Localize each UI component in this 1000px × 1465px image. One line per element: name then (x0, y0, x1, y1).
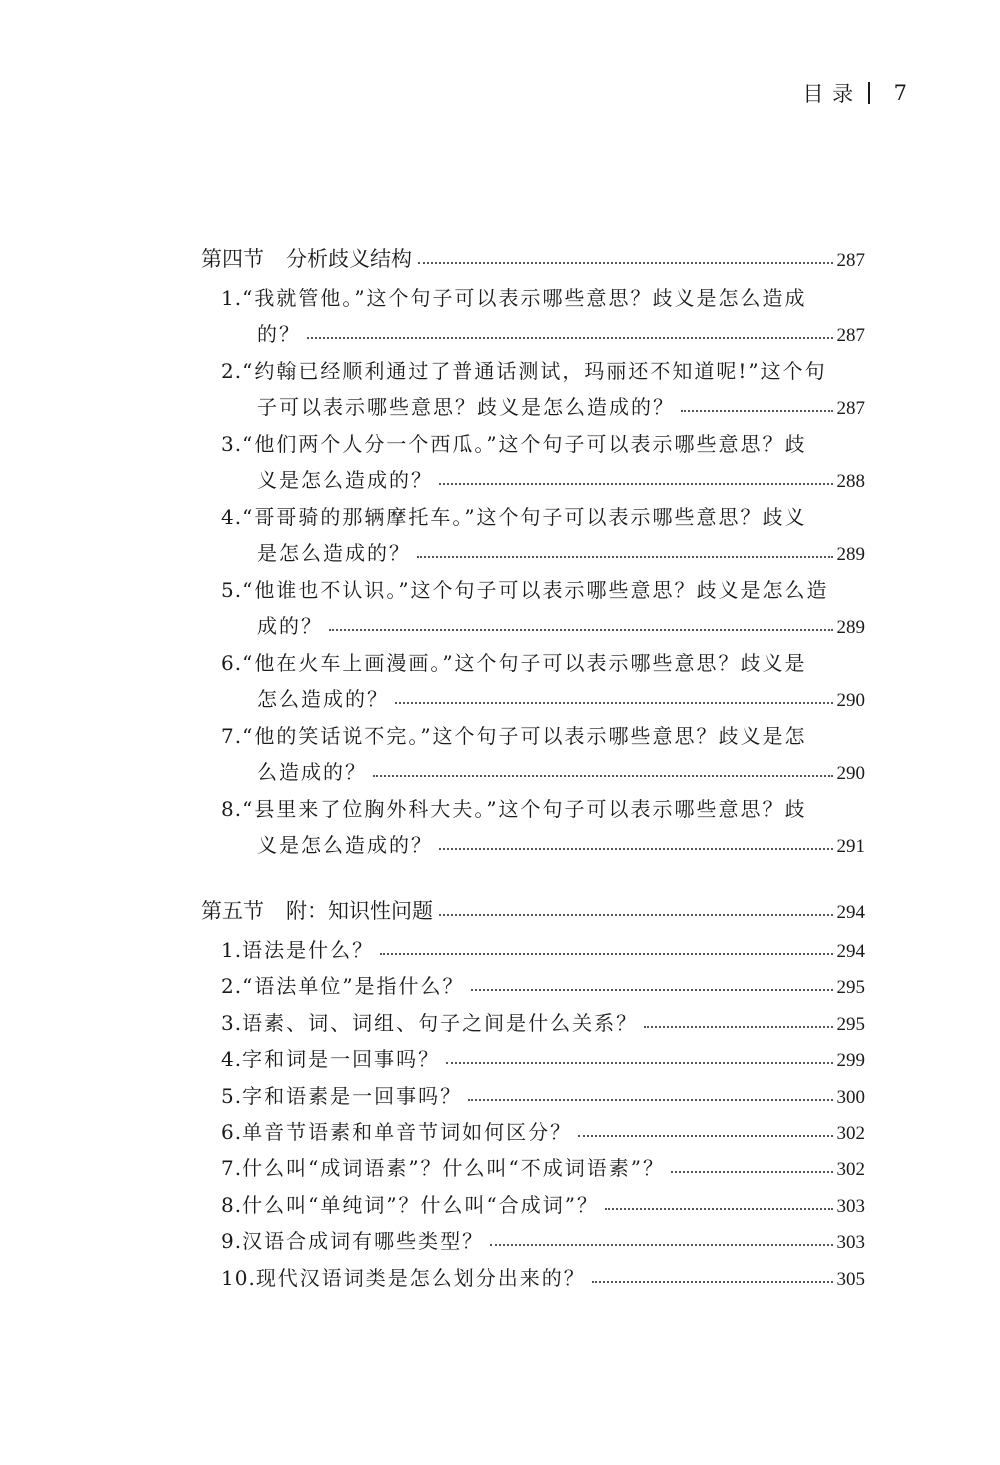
entry-line (201, 645, 865, 681)
toc-entry[interactable] (201, 1114, 865, 1150)
dot-leader (446, 1061, 832, 1064)
toc-entry[interactable] (201, 791, 865, 864)
header-title: 目 录 (802, 82, 855, 106)
toc-entry[interactable] (201, 1041, 865, 1077)
dot-leader (578, 1134, 832, 1137)
entry-page: 303 (836, 1195, 865, 1217)
entry-number: 8. (221, 797, 243, 821)
entry-text: “县里来了位胸外科大夫。”这个句子可以表示哪些意思？歧 (242, 797, 807, 821)
entry-text: “语法单位”是指什么？ (242, 974, 465, 999)
dot-leader (471, 988, 833, 991)
entry-text: 义是怎么造成的？ (257, 833, 433, 857)
header-divider (868, 82, 870, 104)
entry-text: 怎么造成的？ (257, 687, 389, 711)
entry-text: “他的笑话说不完。”这个句子可以表示哪些意思？歧义是怎 (242, 724, 807, 748)
entry-line-continued (201, 827, 865, 864)
toc-entry[interactable] (201, 1260, 865, 1296)
entry-line (201, 499, 865, 535)
dot-leader (418, 261, 833, 264)
entry-page: 290 (836, 763, 865, 784)
entry-page: 302 (836, 1159, 865, 1181)
entry-text: 现代汉语词类是怎么划分出来的？ (255, 1265, 586, 1290)
entry-line (201, 353, 865, 389)
toc-entry[interactable] (201, 1005, 865, 1041)
dot-leader (417, 555, 833, 558)
entry-page: 300 (836, 1086, 865, 1108)
entry-text: “约翰已经顺利通过了普通话测试，玛丽还不知道呢!”这个句 (242, 359, 827, 383)
entry-text: 字和语素是一回事吗？ (242, 1083, 463, 1108)
toc-entry[interactable] (201, 968, 865, 1004)
header-page-number: 7 (893, 81, 908, 105)
section-page: 287 (836, 250, 865, 271)
entry-text: 成的？ (257, 614, 323, 638)
entry-number: 4. (221, 1047, 243, 1072)
entry-page: 287 (836, 398, 865, 419)
entry-page: 290 (836, 690, 865, 711)
entry-text: 子可以表示哪些意思？歧义是怎么造成的？ (257, 395, 675, 419)
entry-line-continued (201, 462, 865, 499)
toc-entry[interactable] (201, 1078, 865, 1114)
entry-number: 3. (221, 432, 243, 456)
toc-entry[interactable] (201, 1223, 865, 1259)
entry-line (201, 280, 865, 316)
entry-page: 295 (836, 1013, 865, 1035)
entry-number: 10. (221, 1265, 256, 1290)
entry-text: 的？ (257, 322, 301, 346)
toc-entry[interactable] (201, 353, 865, 426)
toc-entry[interactable] (201, 572, 865, 645)
dot-leader (439, 913, 833, 916)
entry-number: 2. (221, 359, 243, 383)
section-label: 第四节 (201, 247, 264, 271)
dot-leader (439, 482, 833, 485)
toc-entry[interactable] (201, 718, 865, 791)
toc-entry[interactable] (201, 645, 865, 718)
entry-line-continued (201, 535, 865, 572)
entry-page: 289 (836, 617, 865, 638)
entry-page: 295 (836, 977, 865, 999)
dot-leader (307, 336, 833, 339)
entry-text: 汉语合成词有哪些类型？ (242, 1229, 485, 1254)
entry-number: 7. (221, 1156, 243, 1181)
section-title: 分析歧义结构 (286, 247, 412, 271)
dot-leader (644, 1025, 832, 1028)
entry-page: 289 (836, 544, 865, 565)
section-label: 第五节 (201, 899, 264, 923)
entry-number: 9. (221, 1229, 243, 1254)
entry-page: 291 (836, 836, 865, 857)
dot-leader (380, 952, 832, 955)
entry-number: 6. (221, 651, 243, 675)
entry-text: 语素、词、词组、句子之间是什么关系？ (242, 1010, 639, 1035)
dot-leader (439, 847, 833, 850)
running-header (802, 78, 908, 108)
entry-text: 什么叫“成词语素”？什么叫“不成词语素”？ (242, 1156, 665, 1181)
entry-line-continued (201, 608, 865, 645)
entry-number: 1. (221, 938, 243, 962)
entry-line (201, 572, 865, 608)
toc-entry[interactable] (201, 426, 865, 499)
entry-line (201, 718, 865, 754)
entry-number: 1. (221, 286, 243, 310)
toc-entry[interactable] (201, 1187, 865, 1223)
entry-page: 294 (836, 941, 865, 962)
entry-page: 299 (836, 1050, 865, 1072)
entry-number: 2. (221, 974, 243, 999)
entry-number: 5. (221, 578, 243, 602)
entry-text: 什么叫“单纯词”？什么叫“合成词”？ (242, 1192, 599, 1217)
entry-text: 单音节语素和单音节词如何区分？ (242, 1119, 573, 1144)
entry-page: 303 (836, 1232, 865, 1254)
entry-line-continued (201, 389, 865, 426)
dot-leader (671, 1170, 833, 1173)
dot-leader (490, 1243, 832, 1246)
toc-entry[interactable] (201, 932, 865, 968)
entry-text: 么造成的？ (257, 760, 367, 784)
section-title: 附：知识性问题 (286, 899, 433, 923)
entry-number: 6. (221, 1119, 243, 1144)
entry-number: 3. (221, 1010, 243, 1035)
dot-leader (605, 1207, 833, 1210)
section-5-items (201, 932, 865, 1296)
entry-line-continued (201, 681, 865, 718)
entry-line (201, 426, 865, 462)
entry-text: “他们两个人分一个西瓜。”这个句子可以表示哪些意思？歧 (242, 432, 807, 456)
table-of-contents (201, 238, 865, 1296)
entry-text: 字和词是一回事吗？ (242, 1047, 441, 1072)
entry-line-continued (201, 316, 865, 353)
section-page: 294 (836, 902, 865, 923)
dot-leader (592, 1280, 833, 1283)
dot-leader (681, 409, 833, 412)
entry-page: 288 (836, 471, 865, 492)
dot-leader (468, 1098, 832, 1101)
entry-line-continued (201, 754, 865, 791)
entry-text: 是怎么造成的？ (257, 541, 411, 565)
entry-number: 5. (221, 1083, 243, 1108)
entry-number: 8. (221, 1192, 243, 1217)
entry-page: 305 (836, 1268, 865, 1290)
entry-text: “我就管他。”这个句子可以表示哪些意思？歧义是怎么造成 (242, 286, 807, 310)
section-4-items (201, 280, 865, 864)
toc-section-4[interactable] (201, 238, 865, 280)
entry-number: 4. (221, 505, 243, 529)
dot-leader (373, 774, 833, 777)
toc-entry[interactable] (201, 499, 865, 572)
dot-leader (395, 701, 833, 704)
entry-text: 语法是什么？ (242, 938, 375, 962)
entry-line (201, 791, 865, 827)
entry-text: “他谁也不认识。”这个句子可以表示哪些意思？歧义是怎么造 (242, 578, 829, 602)
dot-leader (329, 628, 833, 631)
entry-text: 义是怎么造成的？ (257, 468, 433, 492)
entry-page: 287 (836, 325, 865, 346)
toc-section-5[interactable] (201, 890, 865, 932)
toc-entry[interactable] (201, 280, 865, 353)
entry-text: “哥哥骑的那辆摩托车。”这个句子可以表示哪些意思？歧义 (242, 505, 807, 529)
toc-entry[interactable] (201, 1150, 865, 1186)
entry-number: 7. (221, 724, 243, 748)
entry-page: 302 (836, 1122, 865, 1144)
entry-text: “他在火车上画漫画。”这个句子可以表示哪些意思？歧义是 (242, 651, 807, 675)
